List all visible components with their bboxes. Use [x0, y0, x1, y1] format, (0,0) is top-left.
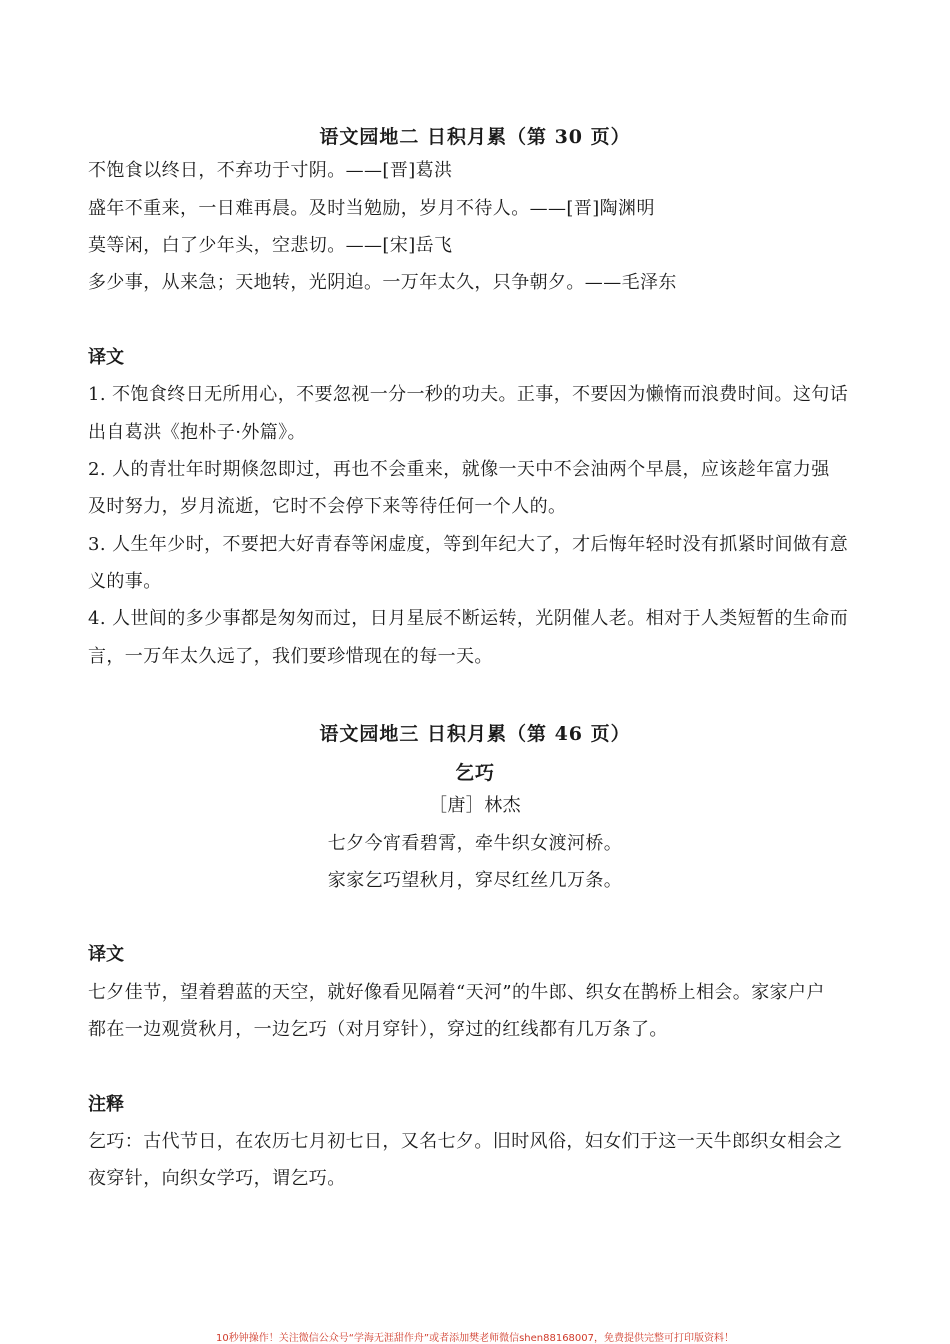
poem-author: ［唐］林杰 — [429, 795, 521, 816]
translation-line: 义的事。 — [88, 571, 162, 592]
translation-line: 3. 人生年少时，不要把大好青春等闲虚度，等到年纪大了，才后悔年轻时没有抓紧时间做有意 — [88, 534, 849, 555]
poem-line: 七夕今宵看碧霄，牵牛织女渡河桥。 — [327, 833, 623, 854]
quote-line: 莫等闲，白了少年头，空悲切。——[宋]岳飞 — [88, 235, 453, 256]
notes-line: 乞巧：古代节日，在农历七月初七日，又名七夕。旧时风俗，妇女们于这一天牛郎织女相会之 — [88, 1131, 843, 1152]
footer-promo-text: 10秒钟操作！关注微信公众号“学海无涯甜作舟”或者添加樊老师微信shen88168007，免费提供完整可打印版资料！ — [215, 1333, 735, 1344]
poem-translation-line: 都在一边观赏秋月，一边乞巧（对月穿针），穿过的红线都有几万条了。 — [88, 1019, 668, 1040]
translation-line: 言，一万年太久远了，我们要珍惜现在的每一天。 — [88, 646, 493, 667]
translation-line: 出自葛洪《抱朴子·外篇》。 — [88, 422, 306, 443]
poem-translation-line: 七夕佳节，望着碧蓝的天空，就好像看见隔着“天河”的牛郎、织女在鹊桥上相会。家家户户 — [88, 982, 825, 1003]
notes-heading: 注释 — [88, 1094, 124, 1115]
notes-line: 夜穿针，向织女学巧，谓乞巧。 — [88, 1168, 346, 1189]
translation-line: 1. 不饱食终日无所用心，不要忽视一分一秒的功夫。正事，不要因为懒惰而浪费时间。这句话 — [88, 384, 849, 405]
translation-line: 2. 人的青壮年时期倏忽即过，再也不会重来，就像一天中不会油两个早晨，应该趁年富力强 — [88, 459, 830, 480]
translation-line: 4. 人世间的多少事都是匆匆而过，日月星辰不断运转，光阴催人老。相对于人类短暂的生命而 — [88, 608, 849, 629]
poem-line: 家家乞巧望秋月，穿尽红丝几万条。 — [327, 870, 623, 891]
poem-title: 乞巧 — [454, 762, 495, 784]
quote-line: 多少事，从来急；天地转，光阴迫。一万年太久，只争朝夕。——毛泽东 — [88, 272, 677, 293]
section2-title: 语文园地二 日积月累（第 30 页） — [319, 126, 631, 148]
translation-line: 及时努力，岁月流逝，它时不会停下来等待任何一个人的。 — [88, 496, 567, 517]
quote-line: 盛年不重来，一日难再晨。及时当勉励，岁月不待人。——[晋]陶渊明 — [88, 198, 655, 219]
quote-line: 不饱食以终日，不弃功于寸阴。——[晋]葛洪 — [88, 160, 453, 181]
section3-title: 语文园地三 日积月累（第 46 页） — [319, 723, 631, 745]
poem-translation-heading: 译文 — [88, 944, 124, 965]
translation-heading: 译文 — [88, 347, 124, 368]
